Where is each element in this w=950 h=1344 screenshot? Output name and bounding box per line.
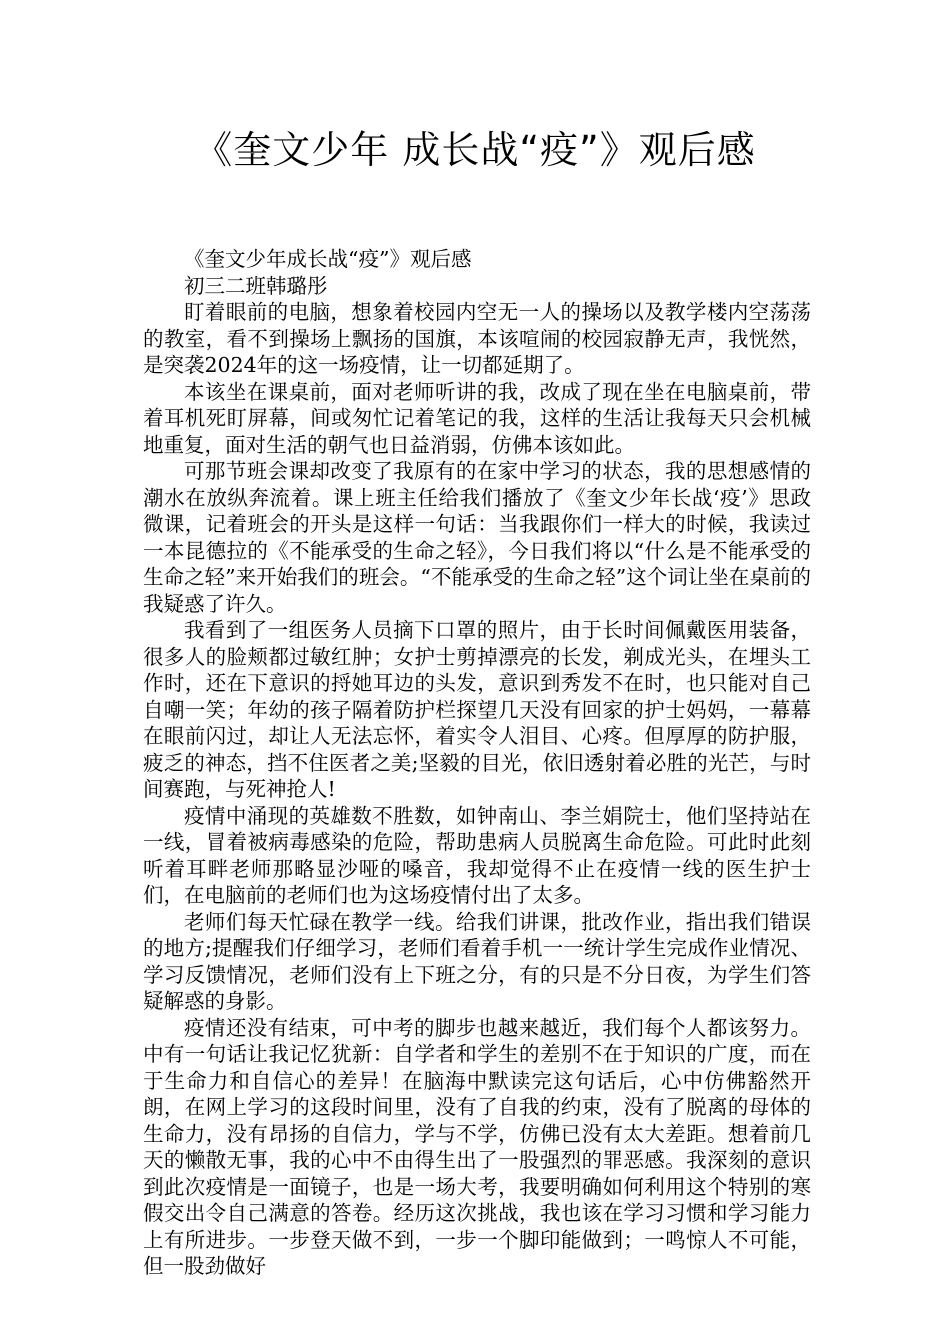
body-subtitle: 《奎文少年成长战“疫”》观后感 <box>184 247 472 271</box>
paragraph-3: 可那节班会课却改变了我原有的在家中学习的状态，我的思想感情的潮水在放纵奔流着。课上班主任给我们播放了《奎文少年长战‘疫’》思政微课，记着班会的开头是这样一句话：当我跟你们一样大的时候，我读过一本昆德拉的《不能承受的生命之轻》，今日我们将以“什么是不能承受的生命之轻”来开始我们的班会。“不能承受的生命之轻”这个词让坐在桌前的我疑惑了许久。 <box>143 459 811 616</box>
author-line: 初三二班韩璐彤 <box>184 273 328 298</box>
paragraph-4: 我看到了一组医务人员摘下口罩的照片，由于长时间佩戴医用装备，很多人的脸颊都过敏红肿；女护士剪掉漂亮的长发，剃成光头，在埋头工作时，还在下意识的捋她耳边的头发，意识到秀发不在时，也只能对自己自嘲一笑；年幼的孩子隔着防护栏探望几天没有回家的护士妈妈，一幕幕在眼前闪过，却让人无法忘怀，着实令人泪目、心疼。但厚厚的防护服，疲乏的神态，挡不住医者之美;坚毅的目光，依旧透射着必胜的光芒，与时间赛跑，与死神抢人! <box>143 618 811 801</box>
document-body <box>143 246 811 1280</box>
paragraph-2: 本该坐在课桌前，面对老师听讲的我，改成了现在坐在电脑桌前，带着耳机死盯屏幕，间或匆忙记着笔记的我，这样的生活让我每天只会机械地重复，面对生活的朝气也日益消弱，仿佛本该如此。 <box>143 379 811 457</box>
paragraph-6: 老师们每天忙碌在教学一线。给我们讲课，批改作业，指出我们错误的地方;提醒我们仔细学习，老师们看着手机一一统计学生完成作业情况、学习反馈情况，老师们没有上下班之分，有的只是不分日夜，为学生们答疑解惑的身影。 <box>143 909 811 1013</box>
document-title: 《奎文少年 成长战“疫”》观后感 <box>194 128 756 172</box>
paragraph-5: 疫情中涌现的英雄数不胜数，如钟南山、李兰娟院士，他们坚持站在一线，冒着被病毒感染的危险，帮助患病人员脱离生命危险。可此时此刻听着耳畔老师那略显沙哑的嗓音，我却觉得不止在疫情一线的医生护士们，在电脑前的老师们也为这场疫情付出了太多。 <box>143 803 811 907</box>
paragraph-1: 盯着眼前的电脑，想象着校园内空无一人的操场以及教学楼内空荡荡的教室，看不到操场上飘扬的国旗，本该喧闹的校园寂静无声，我恍然，是突袭2024年的这一场疫情，让一切都延期了。 <box>143 300 811 377</box>
paragraph-7: 疫情还没有结束，可中考的脚步也越来越近，我们每个人都该努力。中有一句话让我记忆犹新：自学者和学生的差别不在于知识的广度，而在于生命力和自信心的差异！在脑海中默读完这句话后，心中仿佛豁然开朗，在网上学习的这段时间里，没有了自我的约束，没有了脱离的母体的生命力，没有昂扬的自信力，学与不学，仿佛已没有太大差距。想着前几天的懒散无事，我的心中不由得生出了一股强烈的罪恶感。我深刻的意识到此次疫情是一面镜子，也是一场大考，我要明确如何利用这个特别的寒假交出令自己满意的答卷。经历这次挑战，我也该在学习习惯和学习能力上有所进步。一步登天做不到，一步一个脚印能做到；一鸣惊人不可能，但一股劲做好 <box>143 1015 811 1278</box>
